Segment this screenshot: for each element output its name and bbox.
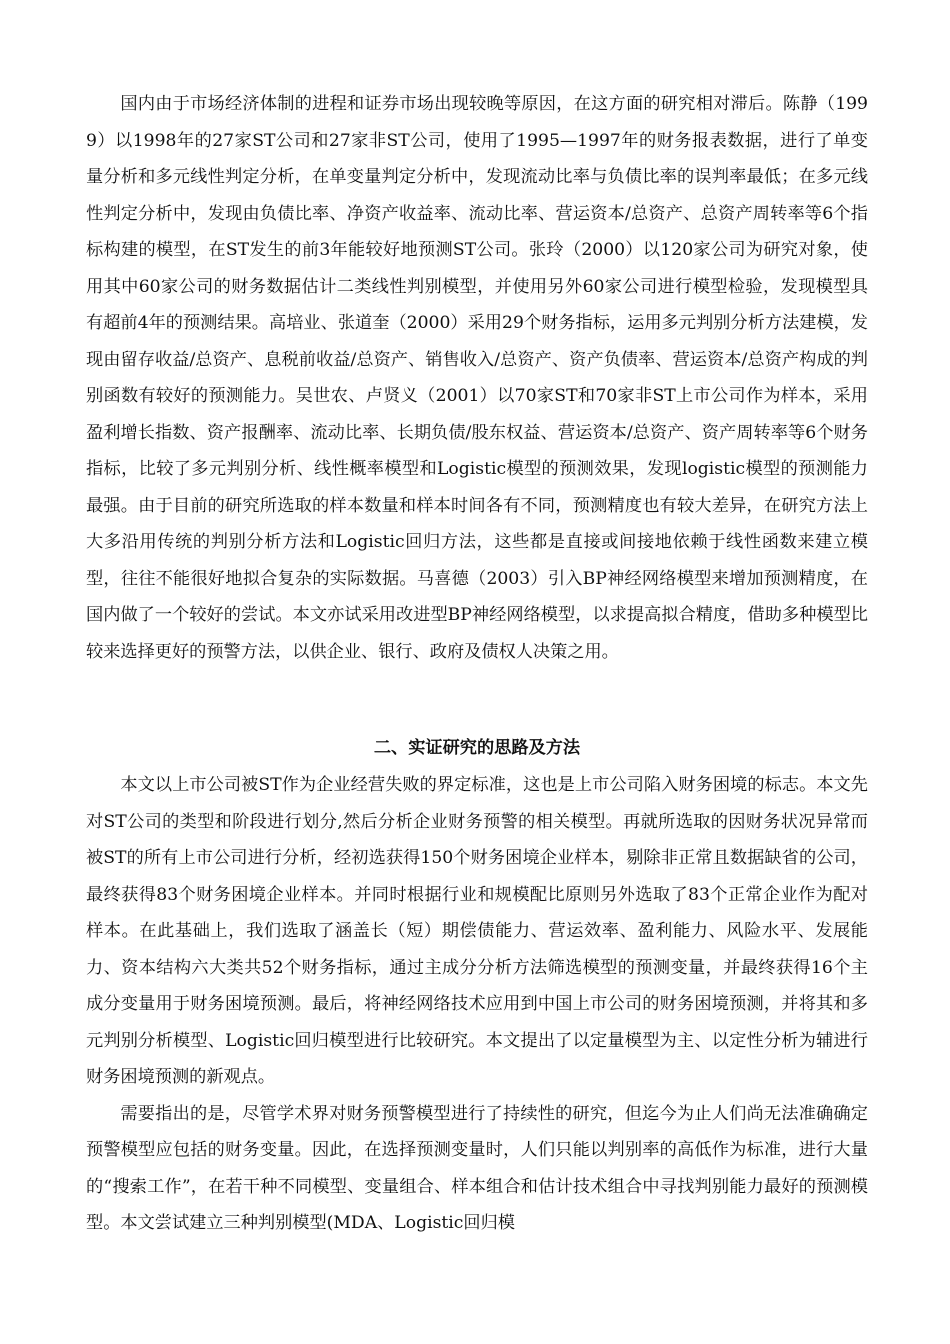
paragraph-literature-review: 国内由于市场经济体制的进程和证券市场出现较晚等原因，在这方面的研究相对滞后。陈静（1999）以1998年的27家ST公司和27家非ST公司，使用了1995—1997年的财务报表数据，进行了单变量分析和多元线性判定分析，在单变量判定分析中，发现流动比率与负债比率的误判率最低；在多元线性判定分析中，发现由负债比率、净资产收益率、流动比率、营运资本/总资产、总资产周转率等6个指标构建的模型，在ST发生的前3年能较好地预测ST公司。张玲（2000）以120家公司为研究对象，使用其中60家公司的财务数据估计二类线性判别模型，并使用另外60家公司进行模型检验，发现模型具有超前4年的预测结果。高培业、张道奎（2000）采用29个财务指标，运用多元判别分析方法建模，发现由留存收益/总资产、息税前收益/总资产、销售收入/总资产、资产负债率、营运资本/总资产构成的判别函数有较好的预测能力。吴世农、卢贤义（2001）以70家ST和70家非ST上市公司作为样本，采用盈利增长指数、资产报酬率、流动比率、长期负债/股东权益、营运资本/总资产、资产周转率等6个财务指标，比较了多元判别分析、线性概率模型和Logistic模型的预测效果，发现logistic模型的预测能力最强。由于目前的研究所选取的样本数量和样本时间各有不同，预测精度也有较大差异，在研究方法上大多沿用传统的判别分析方法和Logistic回归方法，这些都是直接或间接地依赖于线性函数来建立模型，往往不能很好地拟合复杂的实际数据。马喜德（2003）引入BP神经网络模型来增加预测精度，在国内做了一个较好的尝试。本文亦试采用改进型BP神经网络模型，以求提高拟合精度，借助多种模型比较来选择更好的预警方法，以供企业、银行、政府及债权人决策之用。 xyxy=(86,94,868,662)
section-heading: 二、实证研究的思路及方法 xyxy=(373,738,581,758)
body-text-lower xyxy=(86,767,868,1242)
paragraph-research-method: 本文以上市公司被ST作为企业经营失败的界定标准，这也是上市公司陷入财务困境的标志。本文先对ST公司的类型和阶段进行划分,然后分析企业财务预警的相关模型。再就所选取的因财务状况异常而被ST的所有上市公司进行分析，经初选获得150个财务困境企业样本，剔除非正常且数据缺省的公司，最终获得83个财务困境企业样本。并同时根据行业和规模配比原则另外选取了83个正常企业作为配对样本。在此基础上，我们选取了涵盖长（短）期偿债能力、营运效率、盈利能力、风险水平、发展能力、资本结构六大类共52个财务指标，通过主成分分析方法筛选模型的预测变量，并最终获得16个主成分变量用于财务困境预测。最后，将神经网络技术应用到中国上市公司的财务困境预测，并将其和多元判别分析模型、Logistic回归模型进行比较研究。本文提出了以定量模型为主、以定性分析为辅进行财务困境预测的新观点。 xyxy=(86,775,868,1087)
body-text-upper xyxy=(86,86,868,670)
paragraph-variable-selection: 需要指出的是，尽管学术界对财务预警模型进行了持续性的研究，但迄今为止人们尚无法准确确定预警模型应包括的财务变量。因此，在选择预测变量时，人们只能以判别率的高低作为标准，进行大量的“搜索工作”，在若干种不同模型、变量组合、样本组合和估计技术组合中寻找判别能力最好的预测模型。本文尝试建立三种判别模型(MDA、Logistic回归模 xyxy=(86,1103,868,1233)
